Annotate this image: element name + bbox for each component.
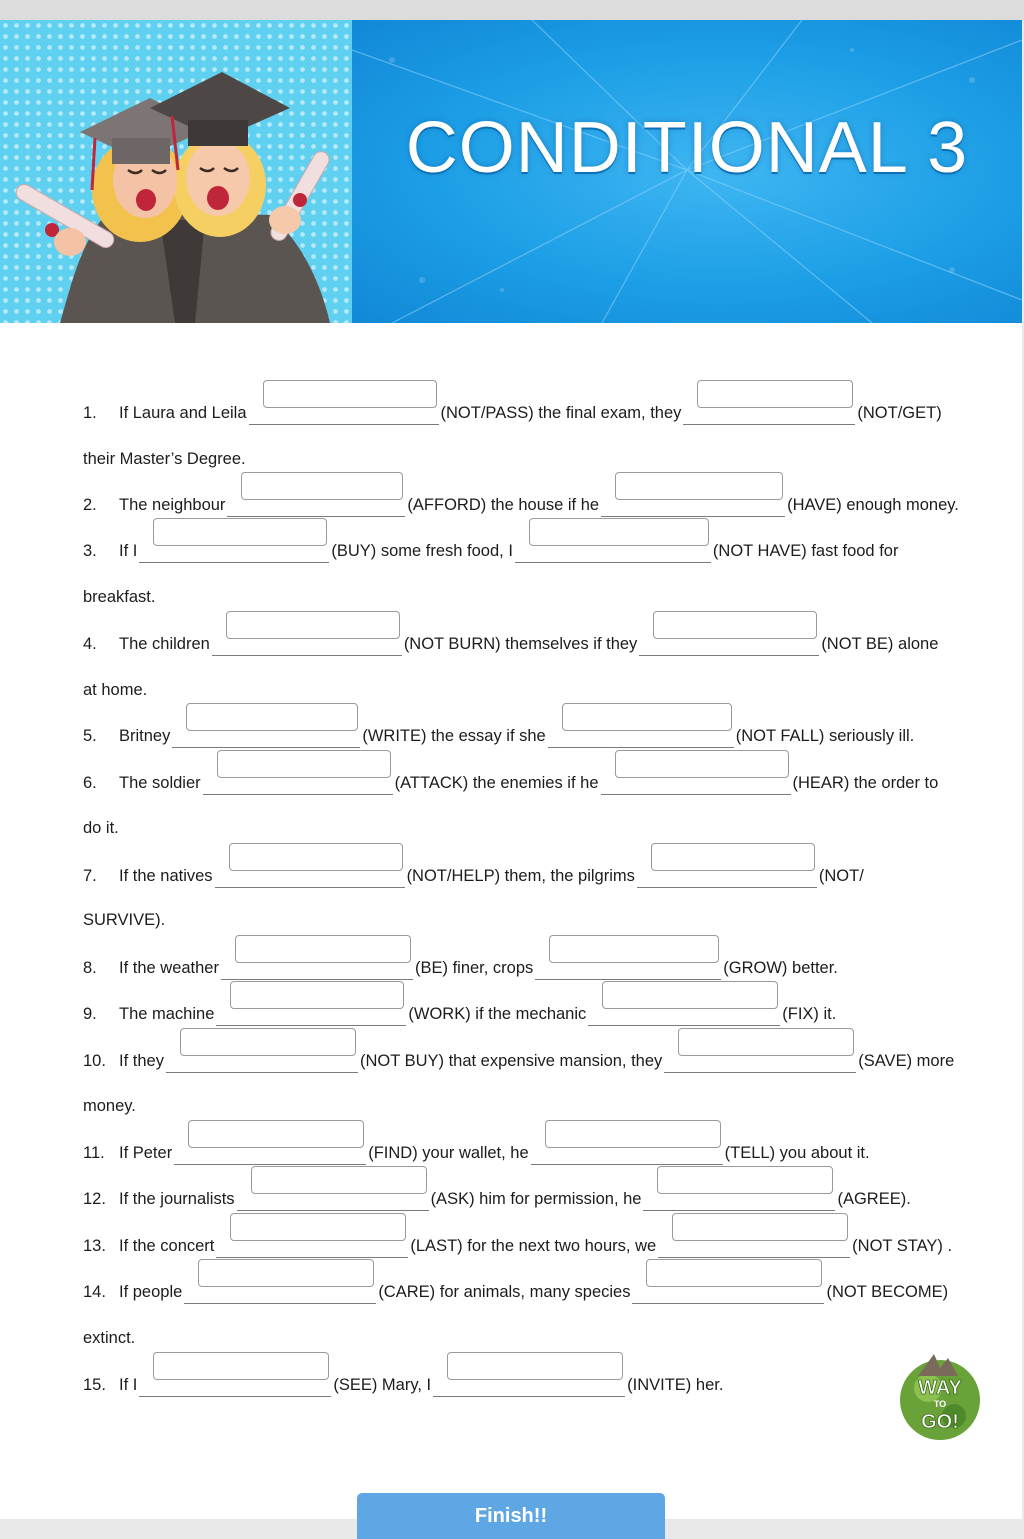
item-text: (GROW) better. [723, 959, 838, 977]
item-text: If people [119, 1283, 183, 1301]
answer-input-11-a[interactable] [188, 1120, 364, 1148]
answer-input-4-b[interactable] [653, 611, 817, 639]
exercise-item [83, 770, 938, 794]
item-text: (NOT BUY) that expensive mansion, they [359, 1052, 663, 1070]
page-title: CONDITIONAL 3 [405, 108, 969, 188]
item-number: 12. [83, 1190, 106, 1208]
exercise-item [83, 400, 942, 424]
item-text: (WRITE) the essay if she [362, 727, 546, 745]
item-text: If I [119, 542, 138, 560]
logo-text-bottom: GO! [921, 1411, 959, 1433]
item-text: If the concert [119, 1237, 215, 1255]
answer-blank [172, 723, 360, 748]
exercise-item [83, 955, 838, 979]
answer-input-10-b[interactable] [678, 1028, 854, 1056]
item-text: If the natives [119, 867, 213, 885]
answer-input-14-b[interactable] [646, 1259, 822, 1287]
item-text: (NOT/PASS) the final exam, they [440, 404, 682, 422]
item-text: (ASK) him for permission, he [430, 1190, 642, 1208]
item-text: (NOT STAY) . [852, 1237, 953, 1255]
logo-text-top: WAY [918, 1377, 962, 1399]
item-continuation: their Master’s Degree. [83, 450, 246, 468]
item-text: (CARE) for animals, many species [378, 1283, 631, 1301]
answer-input-8-a[interactable] [235, 935, 411, 963]
graduates-illustration [0, 20, 352, 323]
item-text: (INVITE) her. [627, 1376, 724, 1394]
item-number: 9. [83, 1005, 97, 1023]
item-number: 10. [83, 1052, 106, 1070]
answer-blank [433, 1372, 625, 1397]
answer-input-11-b[interactable] [545, 1120, 721, 1148]
item-text: If the journalists [119, 1190, 235, 1208]
exercise-item [83, 1186, 911, 1210]
answer-blank [639, 631, 819, 656]
answer-input-12-a[interactable] [251, 1166, 427, 1194]
item-text: If I [119, 1376, 138, 1394]
answer-input-15-a[interactable] [153, 1352, 329, 1380]
item-text: (WORK) if the mechanic [408, 1005, 587, 1023]
item-number: 1. [83, 404, 97, 422]
item-number: 2. [83, 496, 97, 514]
answer-blank [664, 1048, 856, 1073]
worksheet-page [0, 20, 1022, 1527]
answer-blank [227, 492, 405, 517]
item-continuation: money. [83, 1097, 136, 1115]
answer-blank [216, 1233, 408, 1258]
item-number: 15. [83, 1376, 106, 1394]
item-text: The soldier [119, 774, 201, 792]
answer-blank [166, 1048, 358, 1073]
item-number: 5. [83, 727, 97, 745]
answer-blank [249, 400, 439, 425]
answer-input-7-a[interactable] [229, 843, 403, 871]
answer-input-13-a[interactable] [230, 1213, 406, 1241]
answer-blank [643, 1186, 835, 1211]
item-text: (BUY) some fresh food, I [331, 542, 513, 560]
answer-input-14-a[interactable] [198, 1259, 374, 1287]
item-text: If they [119, 1052, 164, 1070]
item-continuation: breakfast. [83, 588, 156, 606]
item-text: The children [119, 635, 210, 653]
answer-input-4-a[interactable] [226, 611, 400, 639]
exercise-item [83, 1140, 870, 1164]
item-text: The neighbour [119, 496, 226, 514]
item-continuation: at home. [83, 681, 148, 699]
item-text: (LAST) for the next two hours, we [410, 1237, 657, 1255]
item-number: 8. [83, 959, 97, 977]
item-continuation: SURVIVE). [83, 911, 166, 929]
item-text: Britney [119, 727, 171, 745]
answer-input-8-b[interactable] [549, 935, 719, 963]
answer-input-2-b[interactable] [615, 472, 783, 500]
answer-input-1-a[interactable] [263, 380, 437, 408]
answer-input-10-a[interactable] [180, 1028, 356, 1056]
answer-blank [531, 1140, 723, 1165]
item-number: 6. [83, 774, 97, 792]
top-bar [0, 0, 1024, 20]
answer-input-9-a[interactable] [230, 981, 404, 1009]
answer-blank [139, 538, 329, 563]
item-text: (NOT/HELP) them, the pilgrims [406, 867, 635, 885]
answer-blank [601, 492, 785, 517]
item-text: If Peter [119, 1144, 173, 1162]
answer-blank [601, 770, 791, 795]
item-text: (NOT BECOME) [826, 1283, 949, 1301]
answer-input-3-b[interactable] [529, 518, 709, 546]
item-number: 4. [83, 635, 97, 653]
finish-button[interactable]: Finish!! [357, 1493, 665, 1539]
answer-blank [588, 1001, 780, 1026]
answer-blank [683, 400, 855, 425]
item-text: If the weather [119, 959, 219, 977]
item-text: (NOT/GET) [857, 404, 942, 422]
answer-input-6-b[interactable] [615, 750, 789, 778]
answer-blank [212, 631, 402, 656]
way-to-go-logo [888, 1346, 992, 1450]
answer-blank [658, 1233, 850, 1258]
item-text: (NOT FALL) seriously ill. [735, 727, 915, 745]
item-text: (HEAR) the order to [792, 774, 939, 792]
answer-blank [637, 863, 817, 888]
exercise-item [83, 538, 898, 562]
item-text: (TELL) you about it. [724, 1144, 870, 1162]
answer-blank [237, 1186, 429, 1211]
answer-blank [215, 863, 405, 888]
answer-blank [632, 1279, 824, 1304]
item-number: 14. [83, 1283, 106, 1301]
answer-input-9-b[interactable] [602, 981, 778, 1009]
answer-input-1-b[interactable] [697, 380, 853, 408]
exercise-item [83, 1001, 836, 1025]
item-text: (FIND) your wallet, he [368, 1144, 529, 1162]
item-number: 7. [83, 867, 97, 885]
answer-blank [139, 1372, 331, 1397]
answer-input-3-a[interactable] [153, 518, 327, 546]
answer-blank [216, 1001, 406, 1026]
item-continuation: extinct. [83, 1329, 136, 1347]
item-text: (BE) finer, crops [414, 959, 534, 977]
answer-input-5-a[interactable] [186, 703, 358, 731]
exercise-item [83, 1233, 952, 1257]
exercise-item [83, 1372, 723, 1396]
item-text: If Laura and Leila [119, 404, 247, 422]
answer-blank [535, 955, 721, 980]
logo-text-middle: TO [933, 1399, 947, 1409]
item-number: 13. [83, 1237, 106, 1255]
exercise-item [83, 492, 959, 516]
item-text: (AFFORD) the house if he [407, 496, 600, 514]
header-banner [0, 20, 1022, 323]
answer-input-6-a[interactable] [217, 750, 391, 778]
item-text: (NOT BE) alone [821, 635, 939, 653]
answer-input-15-b[interactable] [447, 1352, 623, 1380]
answer-input-2-a[interactable] [241, 472, 403, 500]
item-number: 3. [83, 542, 97, 560]
item-continuation: do it. [83, 819, 119, 837]
exercise-item [83, 1048, 954, 1072]
exercise-item [83, 631, 938, 655]
answer-input-5-b[interactable] [562, 703, 732, 731]
item-text: The machine [119, 1005, 215, 1023]
item-text: (SAVE) more [858, 1052, 955, 1070]
item-number: 11. [83, 1144, 105, 1162]
answer-input-12-b[interactable] [657, 1166, 833, 1194]
answer-input-7-b[interactable] [651, 843, 815, 871]
answer-blank [203, 770, 393, 795]
item-text: (NOT BURN) themselves if they [403, 635, 638, 653]
answer-blank [221, 955, 413, 980]
item-text: (NOT HAVE) fast food for [712, 542, 899, 560]
item-text: (FIX) it. [782, 1005, 837, 1023]
item-text: (SEE) Mary, I [333, 1376, 432, 1394]
answer-blank [515, 538, 711, 563]
item-text: (ATTACK) the enemies if he [394, 774, 599, 792]
exercise-item [83, 723, 914, 747]
item-text: (HAVE) enough money. [787, 496, 959, 514]
answer-blank [184, 1279, 376, 1304]
item-text: (NOT/ [818, 867, 864, 885]
answer-blank [174, 1140, 366, 1165]
item-text: (AGREE). [837, 1190, 911, 1208]
answer-blank [548, 723, 734, 748]
exercise-item [83, 1279, 948, 1303]
exercise-item [83, 863, 864, 887]
answer-input-13-b[interactable] [672, 1213, 848, 1241]
